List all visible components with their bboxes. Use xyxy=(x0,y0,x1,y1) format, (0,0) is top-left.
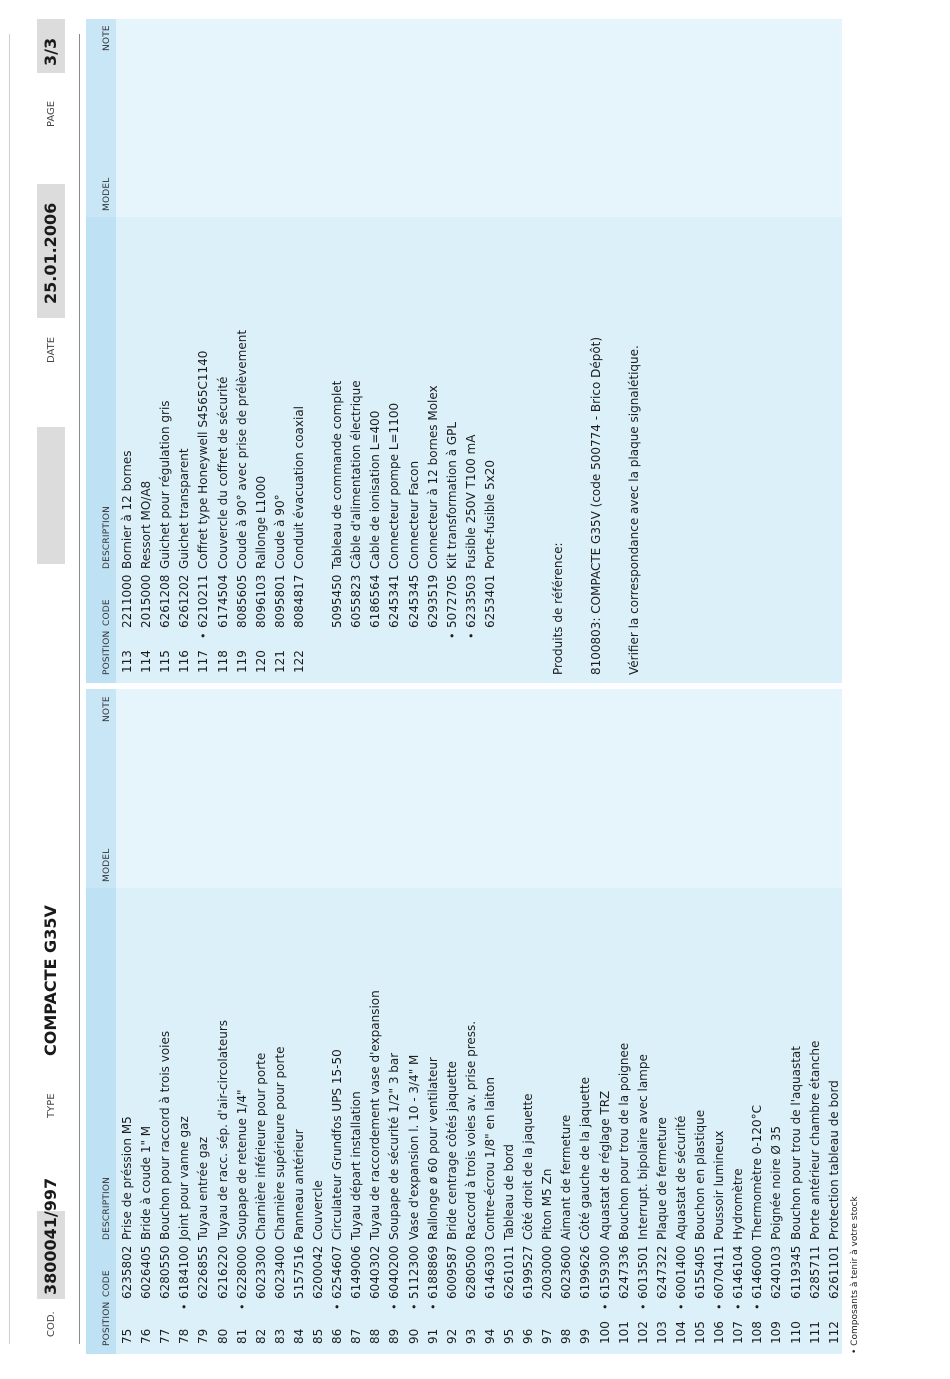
row-code: 2003000 xyxy=(540,1245,555,1299)
row-description: Rallonge ø 60 pour ventilateur xyxy=(425,1057,440,1240)
row-code: 6254607 xyxy=(330,1245,345,1299)
table-row xyxy=(634,888,653,1354)
row-code: 6245345 xyxy=(406,574,421,628)
row-description: Aquastat de sécurité xyxy=(673,1115,688,1240)
row-position: 93 xyxy=(463,1328,478,1344)
row-description: Panneau antérieur xyxy=(291,1129,306,1240)
right-table xyxy=(86,19,842,683)
row-code: 6261202 xyxy=(177,574,192,628)
row-code: 6240103 xyxy=(769,1245,784,1299)
row-code: 6026405 xyxy=(139,1245,154,1299)
table-row xyxy=(481,888,500,1354)
row-code: 6245341 xyxy=(387,574,402,628)
row-code: 8095801 xyxy=(272,574,287,628)
row-code: 6210211 xyxy=(196,574,211,628)
row-description: Côté gauche de la jaquette xyxy=(578,1076,593,1240)
row-description: Côté droit de la jaquette xyxy=(521,1093,536,1240)
table-row xyxy=(156,217,175,683)
row-description: Circulateur Grundfos UPS 15-50 xyxy=(330,1049,345,1240)
header-right-rule xyxy=(9,34,10,1344)
header-top-rule xyxy=(79,34,80,1344)
row-code: 2015000 xyxy=(139,574,154,628)
row-description: Guichet transparent xyxy=(177,448,192,569)
row-code: 8084817 xyxy=(291,574,306,628)
row-description: Bride centrage côtés jaquette xyxy=(444,1061,459,1240)
row-position: 96 xyxy=(521,1328,536,1344)
table-row xyxy=(271,217,290,683)
table-row xyxy=(385,888,404,1354)
table-row xyxy=(424,888,443,1354)
row-description: Tuyau de raccordement vase d'expansion xyxy=(368,990,383,1240)
left-col-note: NOTE xyxy=(102,696,112,722)
row-description: Connecteur Facon xyxy=(406,460,421,569)
stock-marker: • xyxy=(197,632,211,639)
row-position: 82 xyxy=(253,1328,268,1344)
stock-marker: • xyxy=(464,632,478,639)
row-position: 113 xyxy=(120,650,134,673)
table-row xyxy=(214,888,233,1354)
stock-marker: • xyxy=(674,1303,688,1310)
row-code: 6155405 xyxy=(693,1245,707,1299)
table-row xyxy=(233,217,252,683)
row-position: 90 xyxy=(406,1328,421,1344)
table-row xyxy=(347,217,366,683)
table-row xyxy=(290,217,309,683)
row-code: 6261011 xyxy=(502,1245,516,1299)
right-col-position: POSITION xyxy=(102,630,112,675)
row-description: Thermomètre 0-120°C xyxy=(750,1105,765,1240)
row-description: Bouchon en plastique xyxy=(693,1109,707,1240)
cod-value: 3800041/997 xyxy=(41,1177,60,1295)
table-row xyxy=(462,888,481,1354)
table-row xyxy=(672,888,691,1354)
table-row xyxy=(481,217,500,683)
row-description: Charnière inférieure pour porte xyxy=(253,1052,268,1240)
row-position: 87 xyxy=(349,1328,364,1344)
row-code: 6013501 xyxy=(635,1245,650,1299)
row-description: Fusible 250V T100 mA xyxy=(463,434,478,569)
row-position: 91 xyxy=(425,1328,440,1344)
row-description: Connecteur pompe L=1100 xyxy=(387,402,402,569)
row-position: 110 xyxy=(788,1321,803,1344)
left-col-code: CODE xyxy=(102,1270,112,1297)
row-code: 6023600 xyxy=(559,1245,574,1299)
stock-marker: • xyxy=(732,1303,746,1310)
row-description: Bornier à 12 bornes xyxy=(120,450,134,569)
row-position: 83 xyxy=(272,1328,287,1344)
row-code: 2211000 xyxy=(120,574,134,628)
row-description: Contre-écrou 1/8" en laiton xyxy=(482,1077,497,1240)
row-position: 109 xyxy=(769,1321,784,1344)
table-row xyxy=(328,217,347,683)
row-code: 6261101 xyxy=(826,1245,841,1299)
row-code: 6293519 xyxy=(425,574,440,628)
row-position: 100 xyxy=(597,1321,612,1344)
row-description: Tuyau départ installation xyxy=(349,1091,364,1240)
right-col-description: DESCRIPTION xyxy=(102,505,112,569)
row-description: Soupape de sécurité 1/2" 3 bar xyxy=(387,1052,402,1240)
row-code: 6253401 xyxy=(482,574,497,628)
left-col-description: DESCRIPTION xyxy=(102,1176,112,1240)
row-code: 5112300 xyxy=(406,1245,421,1299)
row-code: 6040302 xyxy=(368,1245,383,1299)
row-position: 95 xyxy=(502,1328,516,1344)
row-description: Charnière supérieure pour porte xyxy=(272,1046,287,1240)
reference-product: 8100803: COMPACTE G35V (code 500774 - Brico Dépôt) xyxy=(589,336,603,675)
row-description: Raccord à trois voies av. prise press. xyxy=(463,1020,478,1240)
row-position: 77 xyxy=(158,1328,173,1344)
cod-label: COD. xyxy=(46,1311,57,1337)
row-code: 6235802 xyxy=(120,1245,134,1299)
stock-marker: • xyxy=(598,1303,612,1310)
table-row xyxy=(576,888,595,1354)
row-position: 119 xyxy=(234,650,249,673)
stock-marker: • xyxy=(713,1303,727,1310)
table-row xyxy=(309,888,328,1354)
table-row xyxy=(806,888,825,1354)
row-position: 103 xyxy=(654,1321,669,1344)
row-code: 6226855 xyxy=(196,1245,211,1299)
left-col-position: POSITION xyxy=(102,1301,112,1346)
table-row xyxy=(424,217,443,683)
table-row xyxy=(462,217,481,683)
stock-marker: • xyxy=(751,1303,765,1310)
left-col-model: MODEL xyxy=(102,848,112,882)
gray-band xyxy=(37,427,65,564)
table-row xyxy=(252,217,271,683)
stock-marker: • xyxy=(178,1303,192,1310)
row-description: Câble d'alimentation électrique xyxy=(349,380,364,569)
footnote: • Composants à tenir à votre stock xyxy=(850,1196,860,1354)
row-description: Guichet pour régulation gris xyxy=(158,400,173,569)
table-row xyxy=(175,217,194,683)
table-row xyxy=(500,888,519,1354)
right-col-note: NOTE xyxy=(102,25,112,51)
table-row xyxy=(214,217,233,683)
row-description: Couvercle du coffret de sécurité xyxy=(215,376,230,569)
row-description: Couvercle xyxy=(311,1180,325,1240)
row-code: 6247322 xyxy=(654,1245,669,1299)
row-description: Poussoir lumineux xyxy=(712,1130,727,1240)
table-row xyxy=(615,888,634,1354)
row-position: 121 xyxy=(272,650,287,673)
row-description: Plaque de fermeture xyxy=(654,1117,669,1240)
row-code: 6247336 xyxy=(616,1245,631,1299)
row-code: 6055823 xyxy=(349,574,364,628)
row-code: 6119345 xyxy=(788,1245,803,1299)
stock-marker: • xyxy=(426,1303,440,1310)
row-code: 6023300 xyxy=(253,1245,268,1299)
stock-marker: • xyxy=(407,1303,421,1310)
row-position: 107 xyxy=(731,1321,746,1344)
row-position: 94 xyxy=(482,1328,497,1344)
row-description: Vase d'expansion l. 10 - 3/4" M xyxy=(406,1054,421,1240)
table-row xyxy=(194,217,213,683)
row-description: Coffret type Honeywell S4565C1140 xyxy=(196,350,211,569)
row-code: 6261208 xyxy=(158,574,173,628)
page-label: PAGE xyxy=(46,100,57,127)
row-position: 75 xyxy=(120,1328,134,1344)
stock-marker: • xyxy=(331,1303,345,1310)
row-description: Joint pour vanne gaz xyxy=(177,1116,192,1240)
stock-marker: • xyxy=(636,1303,650,1310)
reference-title: Produits de référence: xyxy=(551,542,565,675)
row-code: 6146104 xyxy=(731,1245,746,1299)
table-row xyxy=(233,888,252,1354)
table-row xyxy=(825,888,844,1354)
row-code: 6228000 xyxy=(234,1245,249,1299)
row-code: 6023400 xyxy=(272,1245,287,1299)
stock-marker: • xyxy=(388,1303,402,1310)
row-description: Porte antérieur chambre étanche xyxy=(807,1040,822,1240)
row-description: Ressort MO/A8 xyxy=(139,480,154,569)
reference-verify: Vérifier la correspondance avec la plaque signalétique. xyxy=(627,345,641,675)
page-value: 3/3 xyxy=(41,37,60,66)
row-description: Coude à 90° avec prise de prélèvement xyxy=(234,329,249,569)
row-code: 6280500 xyxy=(463,1245,478,1299)
table-row xyxy=(137,888,156,1354)
right-body-band-b xyxy=(116,19,842,217)
table-row xyxy=(443,217,462,683)
row-position: 112 xyxy=(826,1321,841,1344)
row-description: Protection tableau de bord xyxy=(826,1080,841,1240)
table-row xyxy=(767,888,786,1354)
table-row xyxy=(596,888,615,1354)
table-row xyxy=(118,217,137,683)
right-col-model: MODEL xyxy=(102,177,112,211)
table-row xyxy=(787,888,806,1354)
row-description: Conduit évacuation coaxial xyxy=(291,405,306,569)
row-code: 6040200 xyxy=(387,1245,402,1299)
row-position: 104 xyxy=(673,1321,688,1344)
row-description: Bouchon pour trou de la poignee xyxy=(616,1042,631,1240)
row-description: Interrupt. bipolaire avec lampe xyxy=(635,1054,650,1240)
table-row xyxy=(290,888,309,1354)
table-row xyxy=(405,888,424,1354)
date-label: DATE xyxy=(46,336,57,363)
row-position: 117 xyxy=(196,650,211,673)
table-row xyxy=(194,888,213,1354)
row-description: Tableau de bord xyxy=(502,1144,516,1240)
stock-marker: • xyxy=(445,632,459,639)
row-description: Aquastat de réglage TRZ xyxy=(597,1090,612,1240)
table-row xyxy=(748,888,767,1354)
table-row xyxy=(271,888,290,1354)
row-description: Prise de préssion M5 xyxy=(120,1116,134,1240)
row-code: 6186564 xyxy=(368,574,383,628)
table-row xyxy=(443,888,462,1354)
row-code: 6199626 xyxy=(578,1245,593,1299)
row-code: 6146303 xyxy=(482,1245,497,1299)
row-position: 98 xyxy=(559,1328,574,1344)
row-code: 6285711 xyxy=(807,1245,822,1299)
row-position: 105 xyxy=(693,1321,707,1344)
row-description: Tuyau de racc. sép. d'air-circolateurs xyxy=(215,1019,230,1240)
row-position: 76 xyxy=(139,1328,154,1344)
type-value: COMPACTE G35V xyxy=(41,905,60,1056)
row-code: 6009587 xyxy=(444,1245,459,1299)
table-row xyxy=(729,888,748,1354)
row-position: 118 xyxy=(215,650,230,673)
table-row xyxy=(538,888,557,1354)
type-label: TYPE xyxy=(46,1093,57,1118)
row-code: 6149006 xyxy=(349,1245,364,1299)
right-col-code: CODE xyxy=(102,599,112,626)
row-position: 86 xyxy=(330,1328,345,1344)
row-position: 114 xyxy=(139,650,154,673)
row-description: Bride à coude 1" M xyxy=(139,1125,154,1240)
row-code: 5072705 xyxy=(444,574,459,628)
row-code: 6216220 xyxy=(215,1245,230,1299)
row-position: 92 xyxy=(444,1328,459,1344)
row-code: 6159300 xyxy=(597,1245,612,1299)
row-code: 6146000 xyxy=(750,1245,765,1299)
row-position: 122 xyxy=(291,650,306,673)
table-row xyxy=(519,888,538,1354)
row-description: Rallonge L1000 xyxy=(253,475,268,569)
table-row xyxy=(175,888,194,1354)
row-description: Kit transformation à GPL xyxy=(444,421,459,569)
row-code: 6280550 xyxy=(158,1245,173,1299)
row-position: 116 xyxy=(177,650,192,673)
row-position: 78 xyxy=(177,1328,192,1344)
row-position: 85 xyxy=(311,1328,325,1344)
table-row xyxy=(366,217,385,683)
row-position: 101 xyxy=(616,1321,631,1344)
table-row xyxy=(405,217,424,683)
table-row xyxy=(137,217,156,683)
table-row xyxy=(366,888,385,1354)
row-description: Bouchon pour trou de l'aquastat xyxy=(788,1046,803,1240)
row-description: Soupape de retenue 1/4" xyxy=(234,1089,249,1240)
row-position: 79 xyxy=(196,1328,211,1344)
table-row xyxy=(385,217,404,683)
row-description: Porte-fusible 5x20 xyxy=(482,459,497,569)
row-code: 8085605 xyxy=(234,574,249,628)
row-position: 102 xyxy=(635,1321,650,1344)
row-code: 6233503 xyxy=(463,574,478,628)
row-description: Cable de ionisation L=400 xyxy=(368,410,383,569)
row-code: 6188869 xyxy=(425,1245,440,1299)
row-code: 6199527 xyxy=(521,1245,536,1299)
row-position: 99 xyxy=(578,1328,593,1344)
row-position: 81 xyxy=(234,1328,249,1344)
row-description: Aimant de fermeture xyxy=(559,1114,574,1240)
row-position: 84 xyxy=(291,1328,306,1344)
row-description: Coude à 90° xyxy=(272,494,287,569)
row-description: Hydromètre xyxy=(731,1168,746,1240)
table-row xyxy=(691,888,710,1354)
row-position: 111 xyxy=(807,1321,822,1344)
row-code: 6070411 xyxy=(712,1245,727,1299)
row-position: 108 xyxy=(750,1321,765,1344)
row-description: Bouchon pour raccord à trois voies xyxy=(158,1030,173,1240)
table-row xyxy=(347,888,366,1354)
row-position: 115 xyxy=(158,650,173,673)
row-position: 106 xyxy=(712,1321,727,1344)
left-body-band-b xyxy=(116,689,842,888)
table-row xyxy=(309,217,328,683)
row-code: 6184100 xyxy=(177,1245,192,1299)
row-description: Piton M5 Zn xyxy=(540,1168,555,1240)
row-code: 5095450 xyxy=(330,574,345,628)
table-row xyxy=(557,888,576,1354)
row-description: Tableau de commande complet xyxy=(330,380,345,569)
stock-marker: • xyxy=(235,1303,249,1310)
table-row xyxy=(252,888,271,1354)
table-row xyxy=(653,888,672,1354)
row-code: 6200042 xyxy=(311,1245,325,1299)
row-position: 88 xyxy=(368,1328,383,1344)
table-row xyxy=(156,888,175,1354)
row-code: 5157516 xyxy=(291,1245,306,1299)
row-description: Tuyau entrée gaz xyxy=(196,1136,211,1240)
table-row xyxy=(118,888,137,1354)
left-table xyxy=(86,696,842,1354)
row-description: Connecteur à 12 bornes Molex xyxy=(425,385,440,569)
row-position: 97 xyxy=(540,1328,555,1344)
row-position: 80 xyxy=(215,1328,230,1344)
row-code: 6174504 xyxy=(215,574,230,628)
table-row xyxy=(328,888,347,1354)
table-row xyxy=(710,888,729,1354)
row-code: 8096103 xyxy=(253,574,268,628)
date-value: 25.01.2006 xyxy=(41,202,60,304)
row-description: Poignée noire Ø 35 xyxy=(769,1126,784,1240)
row-position: 89 xyxy=(387,1328,402,1344)
row-position: 120 xyxy=(253,650,268,673)
row-code: 6001400 xyxy=(673,1245,688,1299)
